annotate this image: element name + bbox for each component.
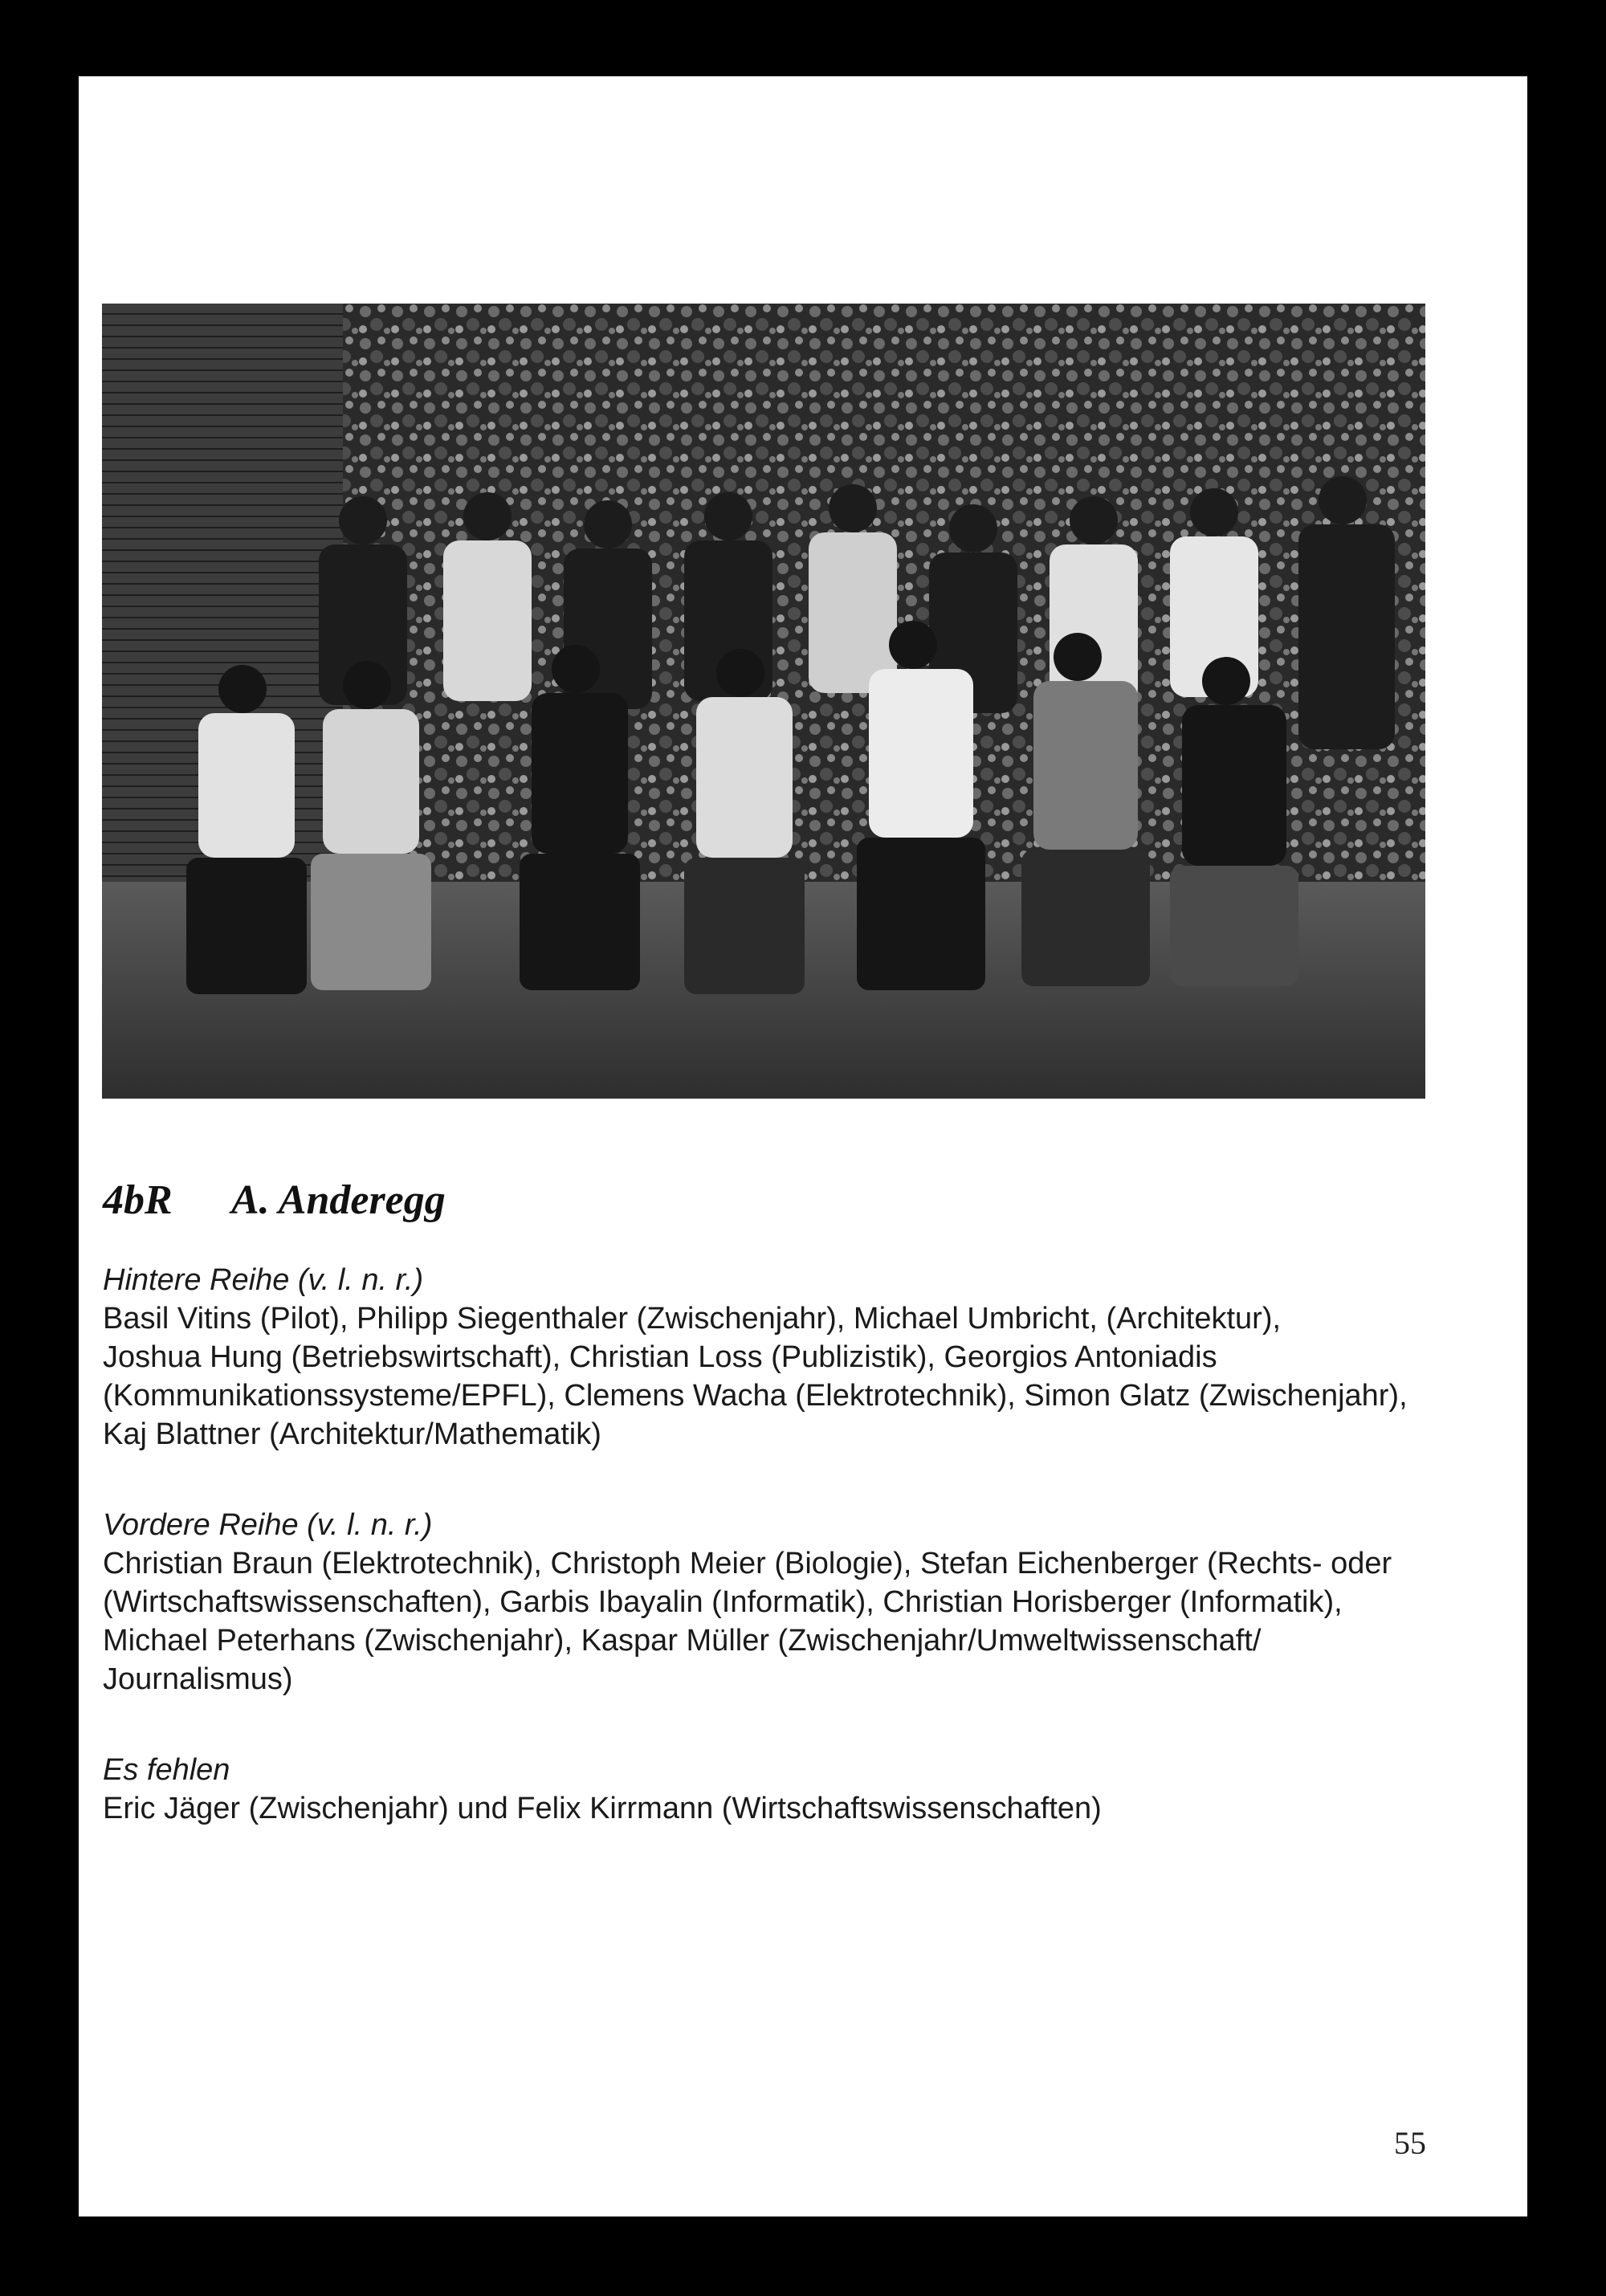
front-row-section [103,1506,1460,1699]
page-number: 55 [1394,2125,1426,2161]
class-heading [103,1177,446,1224]
class-code: 4bR [103,1177,173,1223]
missing-section [103,1751,1460,1828]
teacher-name: A. Anderegg [231,1177,446,1223]
front-row-line: (Wirtschaftswissenschaften), Garbis Ibayalin (Informatik), Christian Horisberger (Informatik), [103,1585,1343,1619]
front-row-line: Journalismus) [103,1662,293,1696]
back-row-line: (Kommunikationssysteme/EPFL), Clemens Wacha (Elektrotechnik), Simon Glatz (Zwischenjahr), [103,1379,1408,1413]
back-row-line: Kaj Blattner (Architektur/Mathematik) [103,1417,601,1451]
back-row-subheading: Hintere Reihe (v. l. n. r.) [103,1263,424,1297]
back-row-section [103,1261,1460,1454]
class-group-photo [102,304,1425,1099]
back-row-line: Joshua Hung (Betriebswirtschaft), Christian Loss (Publizistik), Georgios Antoniadis [103,1340,1217,1374]
front-row-subheading: Vordere Reihe (v. l. n. r.) [103,1508,433,1542]
missing-line: Eric Jäger (Zwischenjahr) und Felix Kirrmann (Wirtschaftswissenschaften) [103,1792,1102,1825]
front-row-line: Michael Peterhans (Zwischenjahr), Kaspar Müller (Zwischenjahr/Umweltwissenschaft/ [103,1624,1262,1658]
photo-illustration [102,304,1425,1099]
back-row-line: Basil Vitins (Pilot), Philipp Siegenthaler (Zwischenjahr), Michael Umbricht, (Architektur), [103,1302,1282,1336]
missing-subheading: Es fehlen [103,1753,230,1787]
document-page [79,76,1527,2216]
front-row-line: Christian Braun (Elektrotechnik), Christoph Meier (Biologie), Stefan Eichenberger (Rechts- oder [103,1547,1392,1580]
